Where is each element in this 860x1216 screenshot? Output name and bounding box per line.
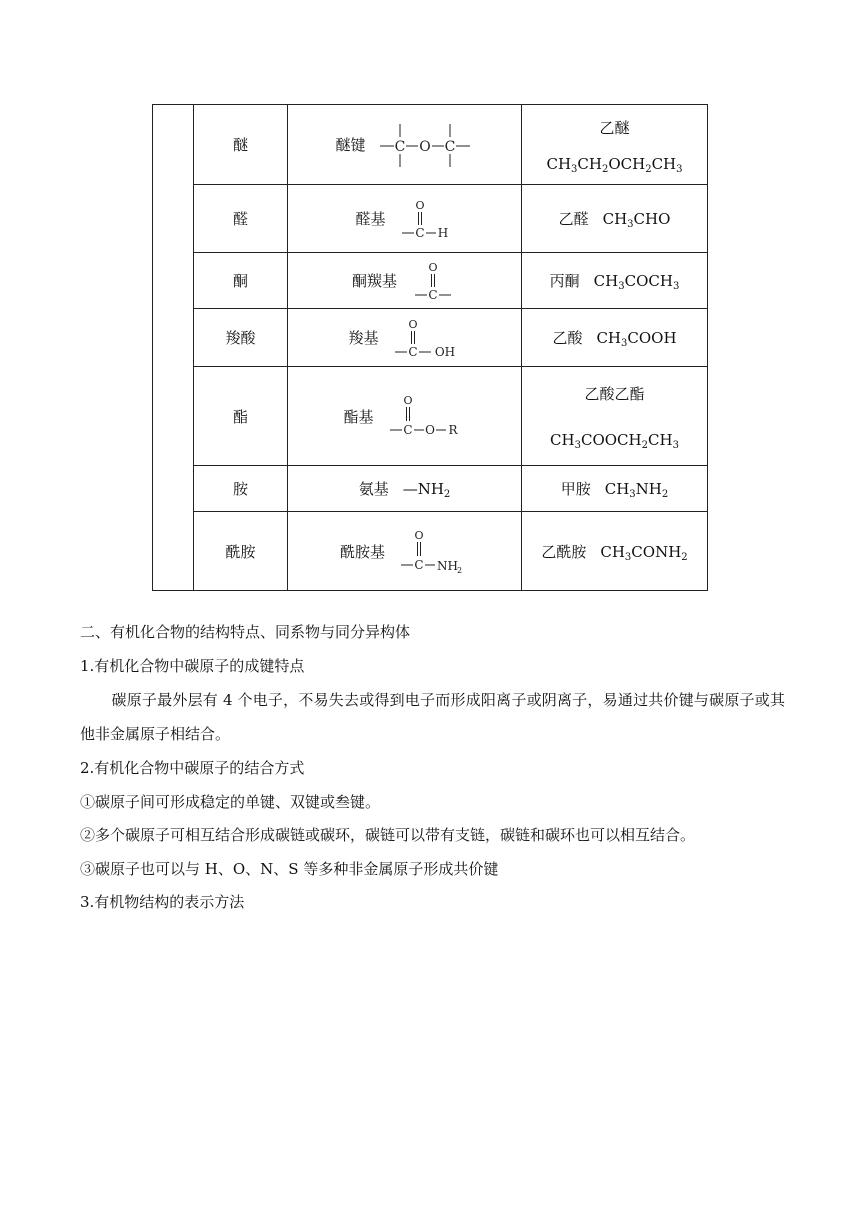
subsection-heading-2: 2.有机化合物中碳原子的结合方式	[80, 759, 305, 777]
functional-group-cell	[288, 253, 522, 309]
example-cell	[522, 466, 708, 512]
example-cell	[522, 253, 708, 309]
group-name: 醛基	[355, 210, 386, 228]
example-formula: $CH_3CONH_2$	[600, 542, 688, 563]
amide-group-structure	[397, 528, 469, 574]
svg-text:O: O	[402, 394, 413, 407]
svg-text:C: C	[394, 138, 405, 155]
list-item: ③碳原子也可以与 H、O、N、S 等多种非金属原子形成共价键	[80, 860, 499, 878]
paragraph-bonding: 碳原子最外层有 4 个电子，不易失去或得到电子而形成阳离子或阴离子，易通过共价键与碳原子或其他非金属原子相结合。	[80, 691, 785, 743]
example-cell	[522, 309, 708, 367]
svg-text:C: C	[414, 558, 424, 572]
example-name: 乙酸乙酯	[584, 385, 645, 403]
class-name-cell: 胺	[194, 466, 288, 512]
section-heading: 二、有机化合物的结构特点、同系物与同分异构体	[80, 623, 411, 641]
subsection-heading-3: 3.有机物结构的表示方法	[80, 893, 245, 911]
svg-text:C: C	[428, 287, 438, 302]
svg-text:C: C	[402, 423, 413, 437]
table-row	[153, 185, 708, 253]
example-formula: $CH_3COOH$	[596, 329, 677, 349]
functional-group-cell	[288, 105, 522, 185]
functional-group-cell	[288, 309, 522, 367]
example-name: 乙醛	[558, 210, 589, 228]
class-name-cell: 酯	[194, 367, 288, 466]
class-name-cell: 羧酸	[194, 309, 288, 367]
carboxyl-group-structure	[391, 317, 461, 359]
merged-category-cell	[153, 105, 194, 591]
group-name: 醚键	[335, 136, 366, 154]
group-name: 酯基	[343, 407, 374, 426]
functional-group-cell	[288, 466, 522, 512]
ketone-carbonyl-structure	[409, 260, 457, 302]
class-name-cell: 醚	[194, 105, 288, 185]
functional-group-cell	[288, 185, 522, 253]
example-formula: $CH_3COOCH_2CH_3$	[550, 431, 679, 451]
example-name: 甲胺	[560, 480, 591, 498]
list-item: ①碳原子间可形成稳定的单键、双键或叁键。	[80, 793, 381, 811]
list-item: ②多个碳原子可相互结合形成碳链或碳环，碳链可以带有支链，碳链和碳环也可以相互结合。	[80, 826, 696, 844]
functional-group-cell	[288, 367, 522, 466]
svg-text:O: O	[414, 529, 424, 542]
example-name: 丙酮	[549, 272, 580, 290]
svg-text:O: O	[428, 260, 438, 274]
subsection-heading-1: 1.有机化合物中碳原子的成键特点	[80, 657, 305, 675]
svg-text:C: C	[414, 225, 425, 240]
example-name: 乙醚	[599, 118, 630, 137]
svg-text:H: H	[437, 225, 448, 240]
svg-text:OH: OH	[434, 344, 455, 359]
example-formula: $CH_3CH_2OCH_2CH_3$	[546, 154, 683, 175]
functional-group-table	[152, 104, 708, 591]
example-cell	[522, 512, 708, 591]
svg-text:NH: NH	[437, 559, 458, 573]
group-name: 氨基	[358, 480, 389, 498]
svg-text:2: 2	[457, 566, 463, 574]
example-cell	[522, 105, 708, 185]
amino-group-formula: $—NH_2$	[402, 480, 451, 500]
example-formula: $CH_3COCH_3$	[593, 272, 680, 292]
table-row	[153, 309, 708, 367]
svg-text:C: C	[407, 344, 418, 359]
class-name-cell: 酰胺	[194, 512, 288, 591]
example-cell	[522, 367, 708, 466]
example-name: 乙酸	[552, 329, 583, 347]
example-formula: $CH_3CHO$	[602, 210, 671, 230]
example-name: 乙酰胺	[541, 542, 587, 561]
example-cell	[522, 185, 708, 253]
svg-text:O: O	[407, 317, 418, 331]
class-name-cell: 酮	[194, 253, 288, 309]
table-row	[153, 466, 708, 512]
class-name-cell: 醛	[194, 185, 288, 253]
svg-text:R: R	[447, 423, 458, 437]
example-formula: $CH_3NH_2$	[604, 480, 669, 500]
table-row	[153, 105, 708, 185]
svg-text:O: O	[414, 198, 425, 212]
aldehyde-group-structure	[398, 198, 454, 240]
table-row	[153, 367, 708, 466]
table-row	[153, 253, 708, 309]
svg-text:O: O	[424, 423, 435, 437]
group-name: 羧基	[348, 329, 379, 347]
group-name: 酮羰基	[351, 272, 397, 290]
group-name: 酰胺基	[339, 542, 385, 561]
svg-text:O: O	[418, 138, 431, 155]
svg-text:C: C	[444, 138, 455, 155]
ether-bond-structure	[378, 120, 474, 170]
functional-group-cell	[288, 512, 522, 591]
ester-group-structure	[386, 393, 466, 439]
table-row	[153, 512, 708, 591]
